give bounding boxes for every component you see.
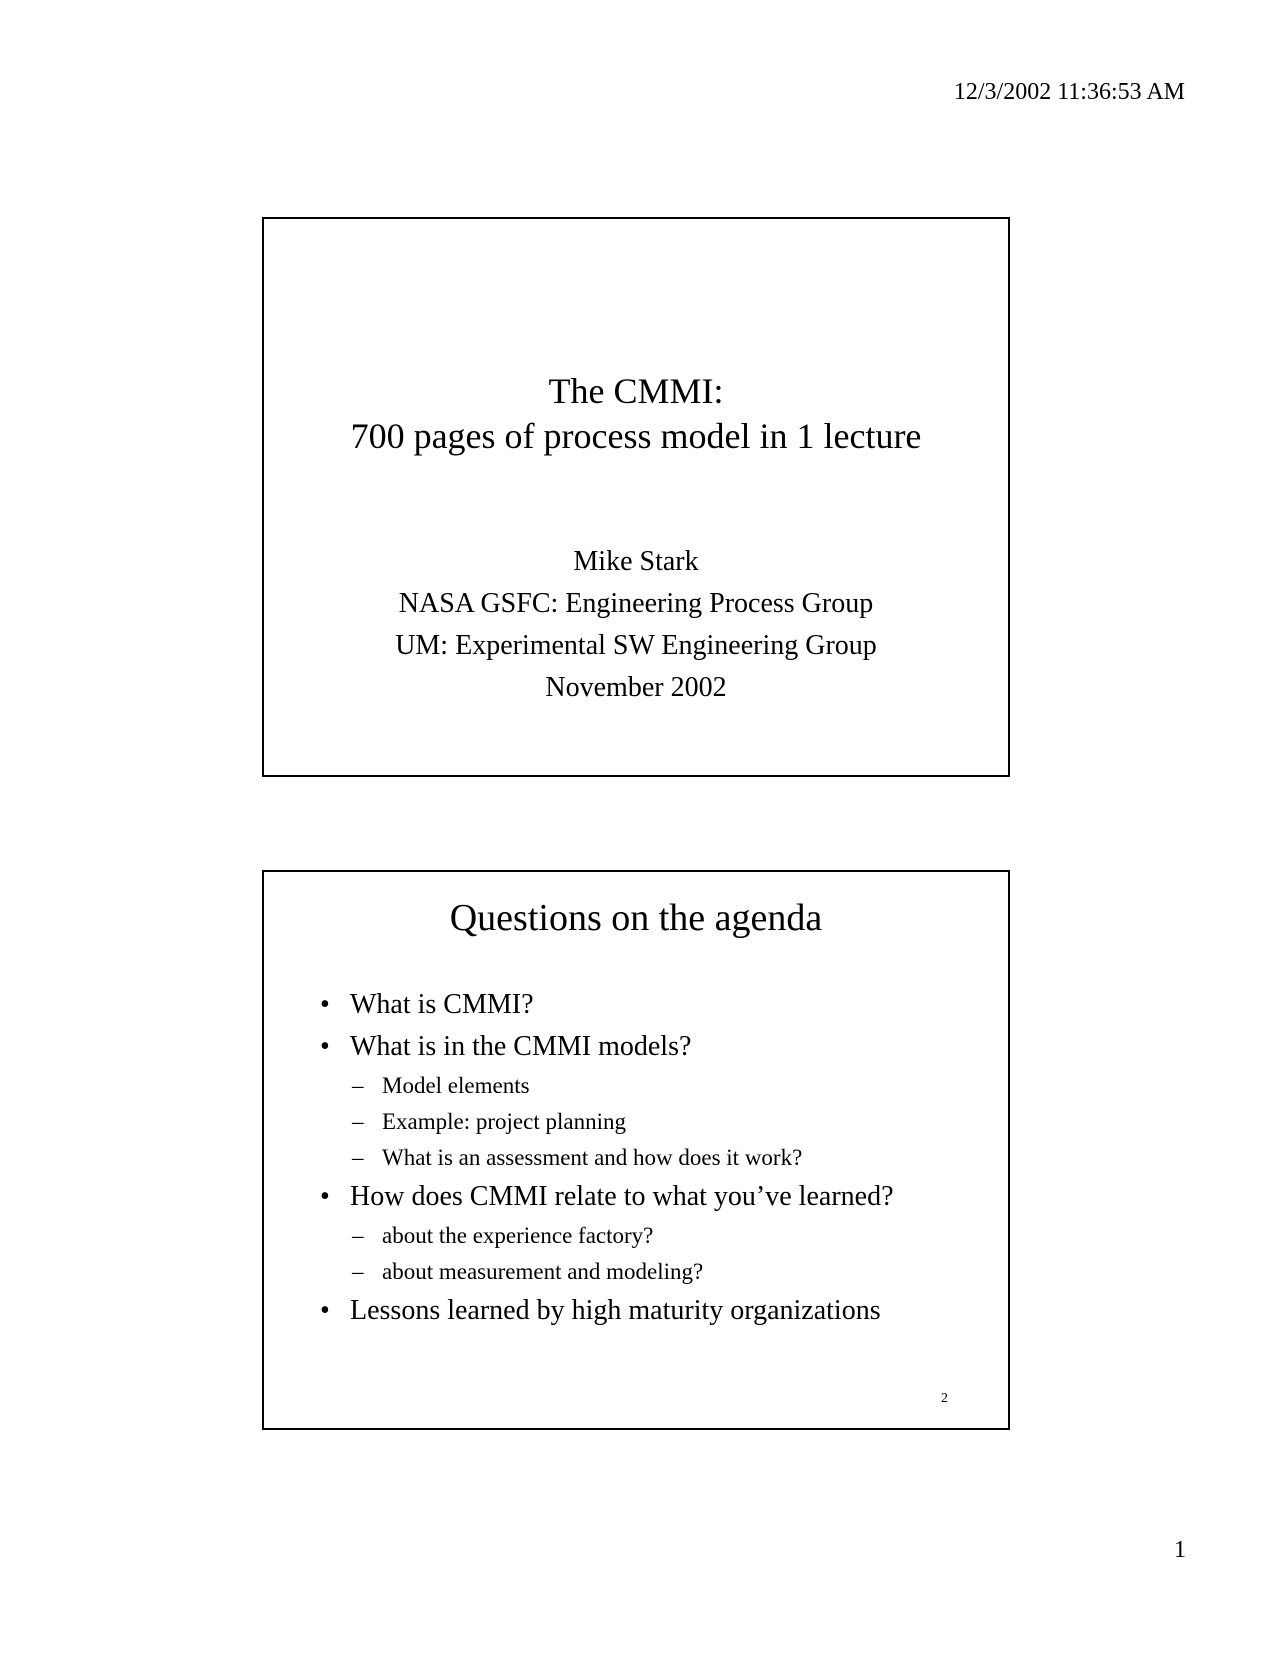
author-affiliation: NASA GSFC: Engineering Process Group	[398, 588, 874, 619]
agenda-item-text: How does CMMI relate to what you’ve learned?	[350, 1181, 894, 1212]
agenda-item-text: What is CMMI?	[350, 989, 534, 1020]
slide-title-line: 700 pages of process model in 1 lecture	[350, 416, 922, 456]
agenda-subitem	[352, 1254, 978, 1290]
title-slide	[262, 217, 1010, 777]
author-name: Mike Stark	[573, 546, 699, 577]
presentation-date: November 2002	[545, 672, 727, 703]
dash-icon: –	[352, 1109, 364, 1134]
dash-icon: –	[352, 1223, 364, 1248]
agenda-item	[320, 1026, 978, 1176]
slide-title-line: The CMMI:	[548, 371, 724, 411]
page-number: 1	[1174, 1537, 1186, 1563]
agenda-subitem-text: Model elements	[382, 1073, 530, 1098]
print-timestamp: 12/3/2002 11:36:53 AM	[953, 79, 1185, 105]
agenda-sublist	[352, 1068, 978, 1176]
agenda-item-text: Lessons learned by high maturity organizations	[350, 1295, 881, 1326]
author-affiliation: UM: Experimental SW Engineering Group	[395, 630, 877, 661]
agenda-subitem	[352, 1104, 978, 1140]
agenda-subitem	[352, 1068, 978, 1104]
agenda-subitem	[352, 1218, 978, 1254]
agenda-sublist	[352, 1218, 978, 1290]
bullet-icon: •	[320, 1031, 330, 1062]
agenda-subitem	[352, 1140, 978, 1176]
agenda-subitem-text: Example: project planning	[382, 1109, 626, 1134]
bullet-icon: •	[320, 1181, 330, 1212]
agenda-item-text: What is in the CMMI models?	[350, 1031, 692, 1062]
dash-icon: –	[352, 1259, 364, 1284]
dash-icon: –	[352, 1145, 364, 1170]
slide-number: 2	[941, 1391, 948, 1406]
bullet-icon: •	[320, 989, 330, 1020]
agenda-subitem-text: about measurement and modeling?	[382, 1259, 704, 1284]
slide-title: Questions on the agenda	[449, 897, 823, 939]
agenda-item	[320, 984, 978, 1026]
slide-title	[264, 369, 1008, 459]
agenda-list	[320, 984, 978, 1332]
author-info	[264, 541, 1008, 709]
agenda-item	[320, 1290, 978, 1332]
agenda-subitem-text: What is an assessment and how does it work?	[382, 1145, 803, 1170]
agenda-slide	[262, 870, 1010, 1430]
dash-icon: –	[352, 1073, 364, 1098]
bullet-icon: •	[320, 1295, 330, 1326]
agenda-subitem-text: about the experience factory?	[382, 1223, 654, 1248]
agenda-item	[320, 1176, 978, 1290]
